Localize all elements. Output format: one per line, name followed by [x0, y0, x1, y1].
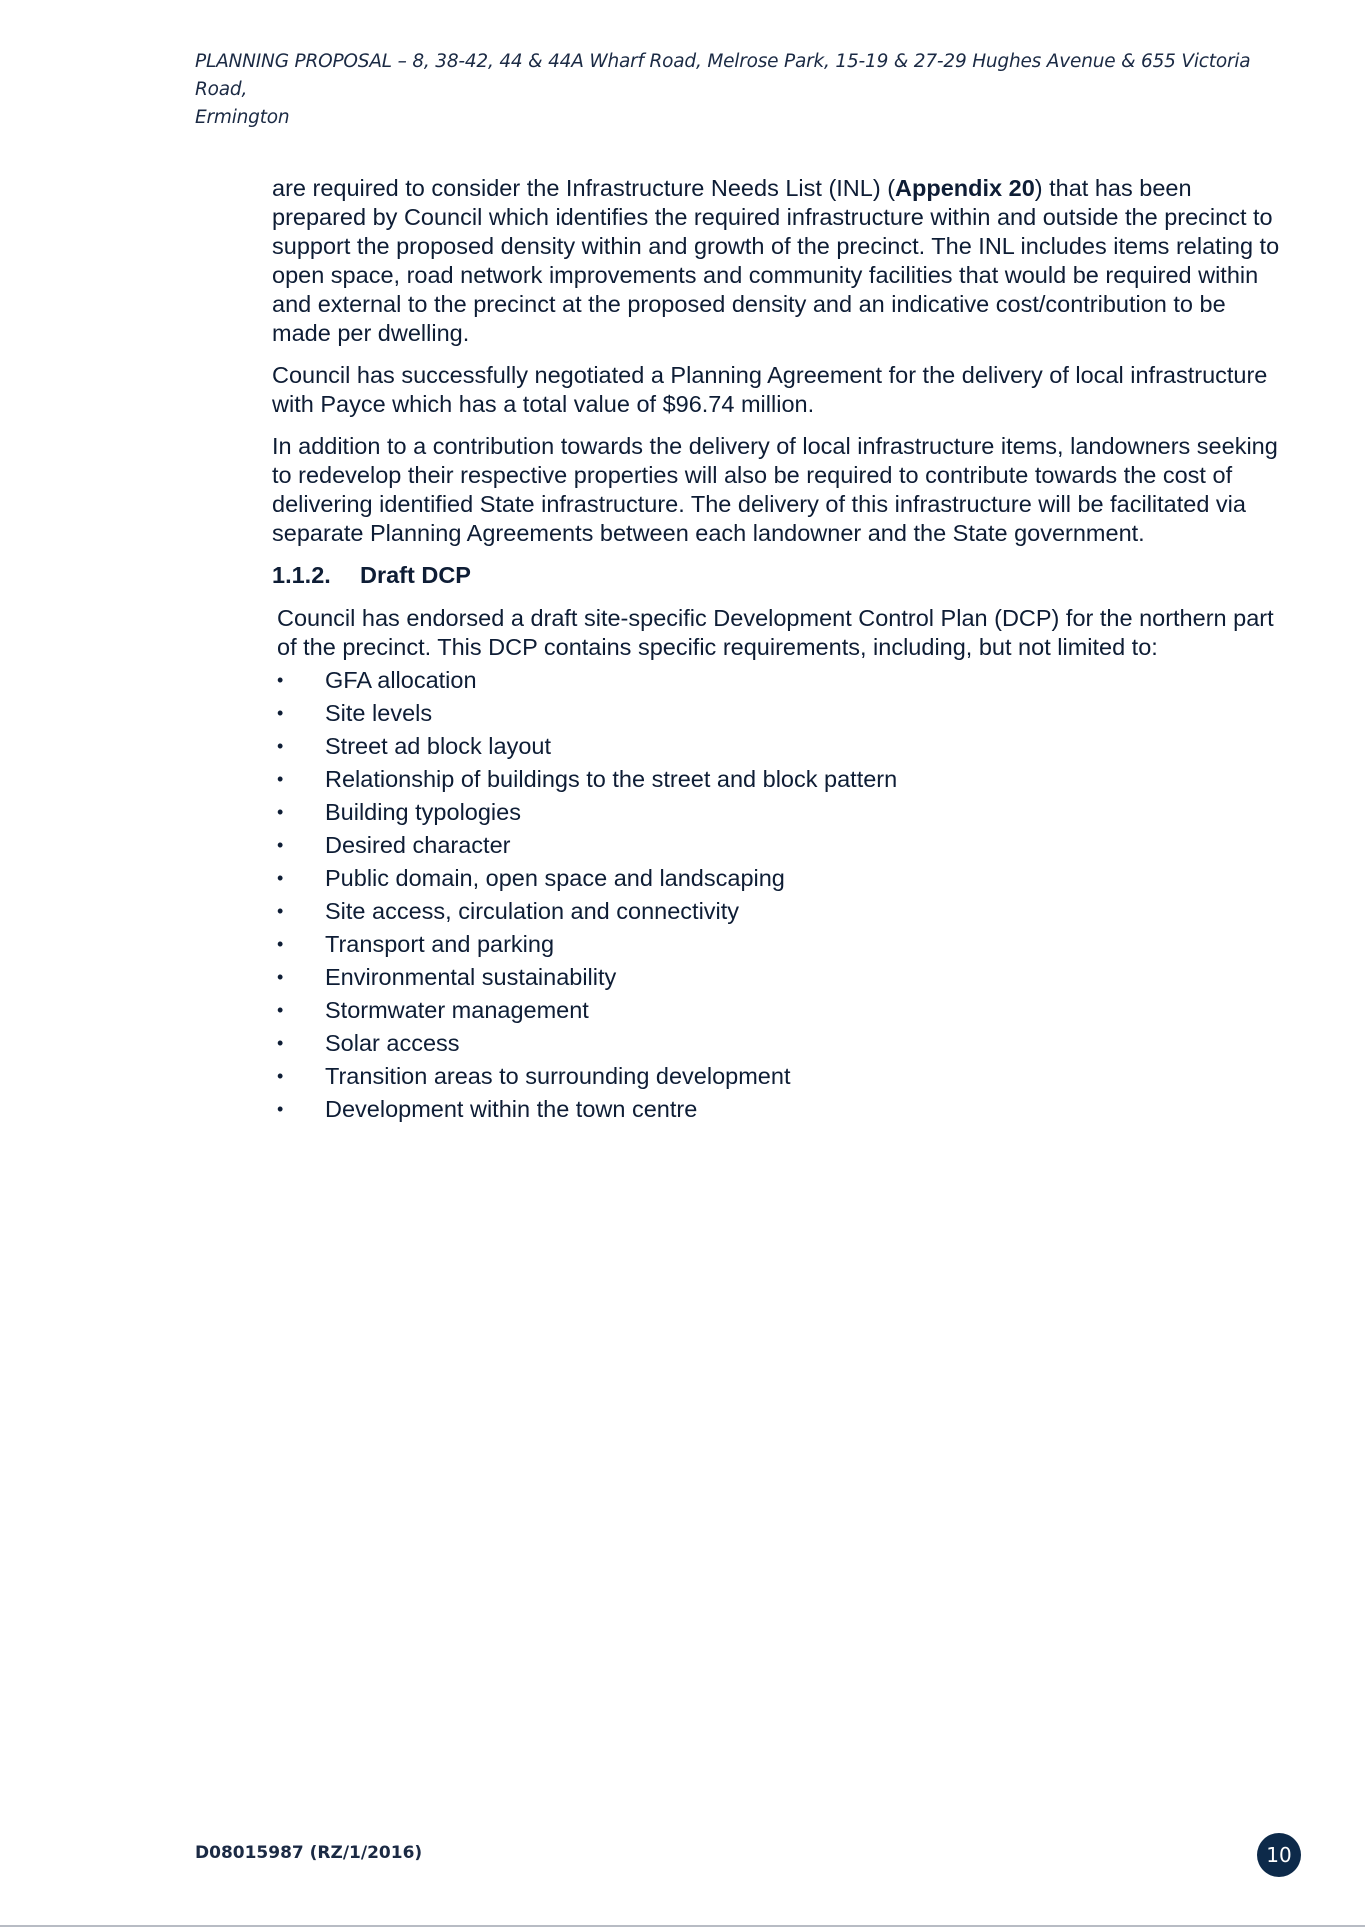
bullet-icon: •: [277, 1066, 284, 1086]
bullet-icon: •: [277, 835, 284, 855]
document-reference: D08015987 (RZ/1/2016): [195, 1843, 423, 1863]
list-item: • Building typologies: [277, 796, 1282, 829]
bullet-icon: •: [277, 670, 284, 690]
bullet-icon: •: [277, 1099, 284, 1119]
paragraph-state-infrastructure: In addition to a contribution towards the delivery of local infrastructure items, landowners seeking to redevelop their respective properties will also be required to contribute towards the cost of delivering identified State infrastructure. The delivery of this infrastructure will be facilitated via separate Planning Agreements between each landowner and the State government.: [272, 433, 1278, 546]
bullet-icon: •: [277, 736, 284, 756]
section-title: Draft DCP: [360, 562, 471, 588]
list-item: • Public domain, open space and landscaping: [277, 862, 1282, 895]
list-item: • Site levels: [277, 697, 1282, 730]
section-heading: [272, 561, 1282, 590]
dcp-requirements-list: [272, 664, 1282, 1126]
bullet-icon: •: [277, 901, 284, 921]
section-number: 1.1.2.: [272, 562, 331, 588]
bullet-icon: •: [277, 934, 284, 954]
list-item: • Street ad block layout: [277, 730, 1282, 763]
bullet-icon: •: [277, 967, 284, 987]
bullet-icon: •: [277, 703, 284, 723]
list-item: • Site access, circulation and connectivity: [277, 895, 1282, 928]
list-item: • Development within the town centre: [277, 1093, 1282, 1126]
list-item: • Transport and parking: [277, 928, 1282, 961]
paragraph-planning-agreement: Council has successfully negotiated a Planning Agreement for the delivery of local infrastructure with Payce which has a total value of $96.74 million.: [272, 362, 1268, 417]
list-item: • Desired character: [277, 829, 1282, 862]
header-line-2: Ermington: [195, 107, 290, 128]
list-item: • Stormwater management: [277, 994, 1282, 1027]
main-content: [272, 174, 1282, 1126]
bullet-icon: •: [277, 868, 284, 888]
list-item: • Relationship of buildings to the street and block pattern: [277, 763, 1282, 796]
bullet-icon: •: [277, 1000, 284, 1020]
list-item: • GFA allocation: [277, 664, 1282, 697]
paragraph-infrastructure-needs: [272, 174, 1282, 348]
page-header: [195, 48, 1285, 132]
dcp-intro-paragraph: Council has endorsed a draft site-specific Development Control Plan (DCP) for the northern part of the precinct. This DCP contains specific requirements, including, but not limited to:: [277, 605, 1274, 660]
appendix-reference: Appendix 20: [895, 175, 1035, 201]
header-line-1: PLANNING PROPOSAL – 8, 38-42, 44 & 44A Wharf Road, Melrose Park, 15-19 & 27-29 Hughes Avenue & 655 Victoria Road,: [195, 51, 1251, 100]
bullet-icon: •: [277, 802, 284, 822]
para1-text-start: are required to consider the Infrastructure Needs List (INL) (: [272, 175, 896, 201]
list-item: • Environmental sustainability: [277, 961, 1282, 994]
list-item: • Solar access: [277, 1027, 1282, 1060]
page-number-badge: 10: [1257, 1833, 1301, 1877]
page-bottom-divider: [0, 1925, 1365, 1927]
bullet-icon: •: [277, 1033, 284, 1053]
bullet-icon: •: [277, 769, 284, 789]
list-item: • Transition areas to surrounding development: [277, 1060, 1282, 1093]
para1-text-end: ) that has been prepared by Council which identifies the required infrastructure within and outside the precinct to support the proposed density within and growth of the precinct. The INL includes items relating to open space, road network improvements and community facilities that would be required within and external to the precinct at the proposed density and an indicative cost/contribution to be made per dwelling.: [272, 175, 1280, 346]
